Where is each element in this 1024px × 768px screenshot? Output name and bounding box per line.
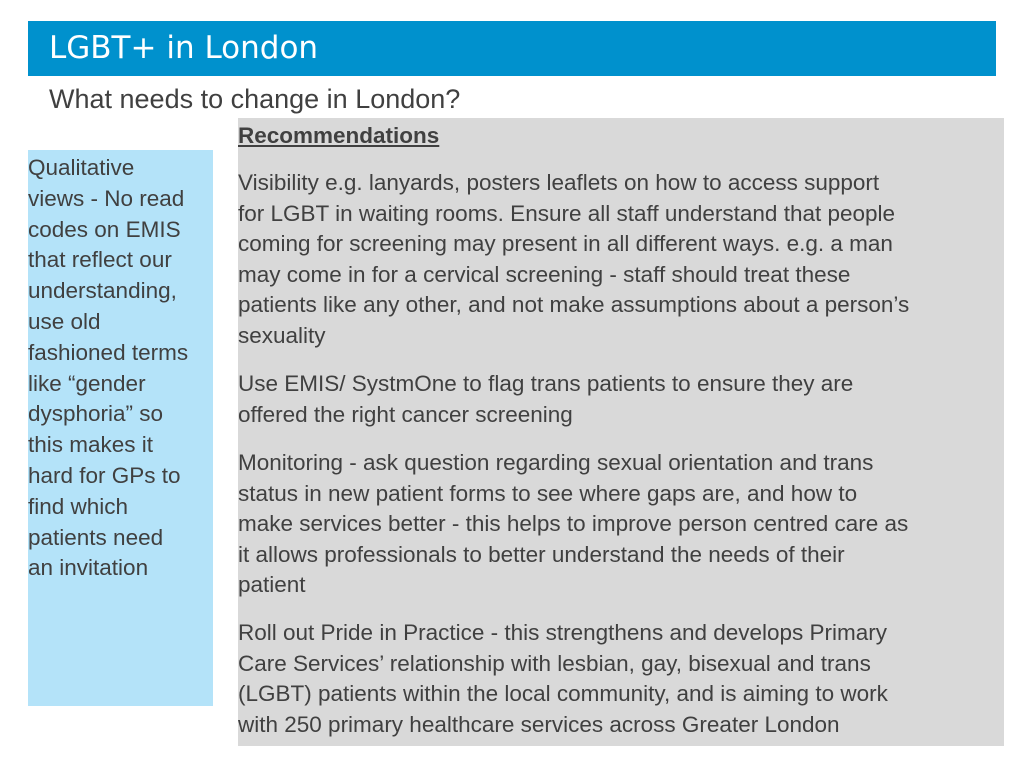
qualitative-views-text: Qualitative views - No read codes on EMIS that reflect our understanding, use old fashioned terms like “gender dysphoria” so this makes it hard for GPs to find which patients need an invitation	[28, 155, 189, 581]
recommendation-visibility: Visibility e.g. lanyards, posters leaflets on how to access support for LGBT in waiting rooms. Ensure all staff understand that people coming for screening may present in all different ways. e.g. a man may come in for a cervical screening - staff should treat these patients like any other, and not make assumptions about a person’s sexuality	[238, 170, 910, 348]
recommendation-monitoring: Monitoring - ask question regarding sexual orientation and trans status in new patient forms to see where gaps are, and how to make services better - this helps to improve person centred care as it allows professionals to better understand the needs of their patient	[238, 450, 909, 598]
slide-subtitle: What needs to change in London?	[49, 84, 461, 114]
slide-title: LGBT+ in London	[49, 30, 319, 66]
recommendations-heading: Recommendations	[238, 123, 440, 148]
recommendation-pride-in-practice: Roll out Pride in Practice - this strengthens and develops Primary Care Services’ relationship with lesbian, gay, bisexual and trans (LGBT) patients within the local community, and is aiming to work with 250 primary healthcare services across Greater London	[238, 620, 888, 737]
recommendation-emis-flag: Use EMIS/ SystmOne to flag trans patients to ensure they are offered the right cancer screening	[238, 371, 854, 427]
recommendations-box	[238, 118, 1004, 746]
qualitative-views-box	[28, 150, 213, 706]
title-bar	[28, 21, 996, 76]
